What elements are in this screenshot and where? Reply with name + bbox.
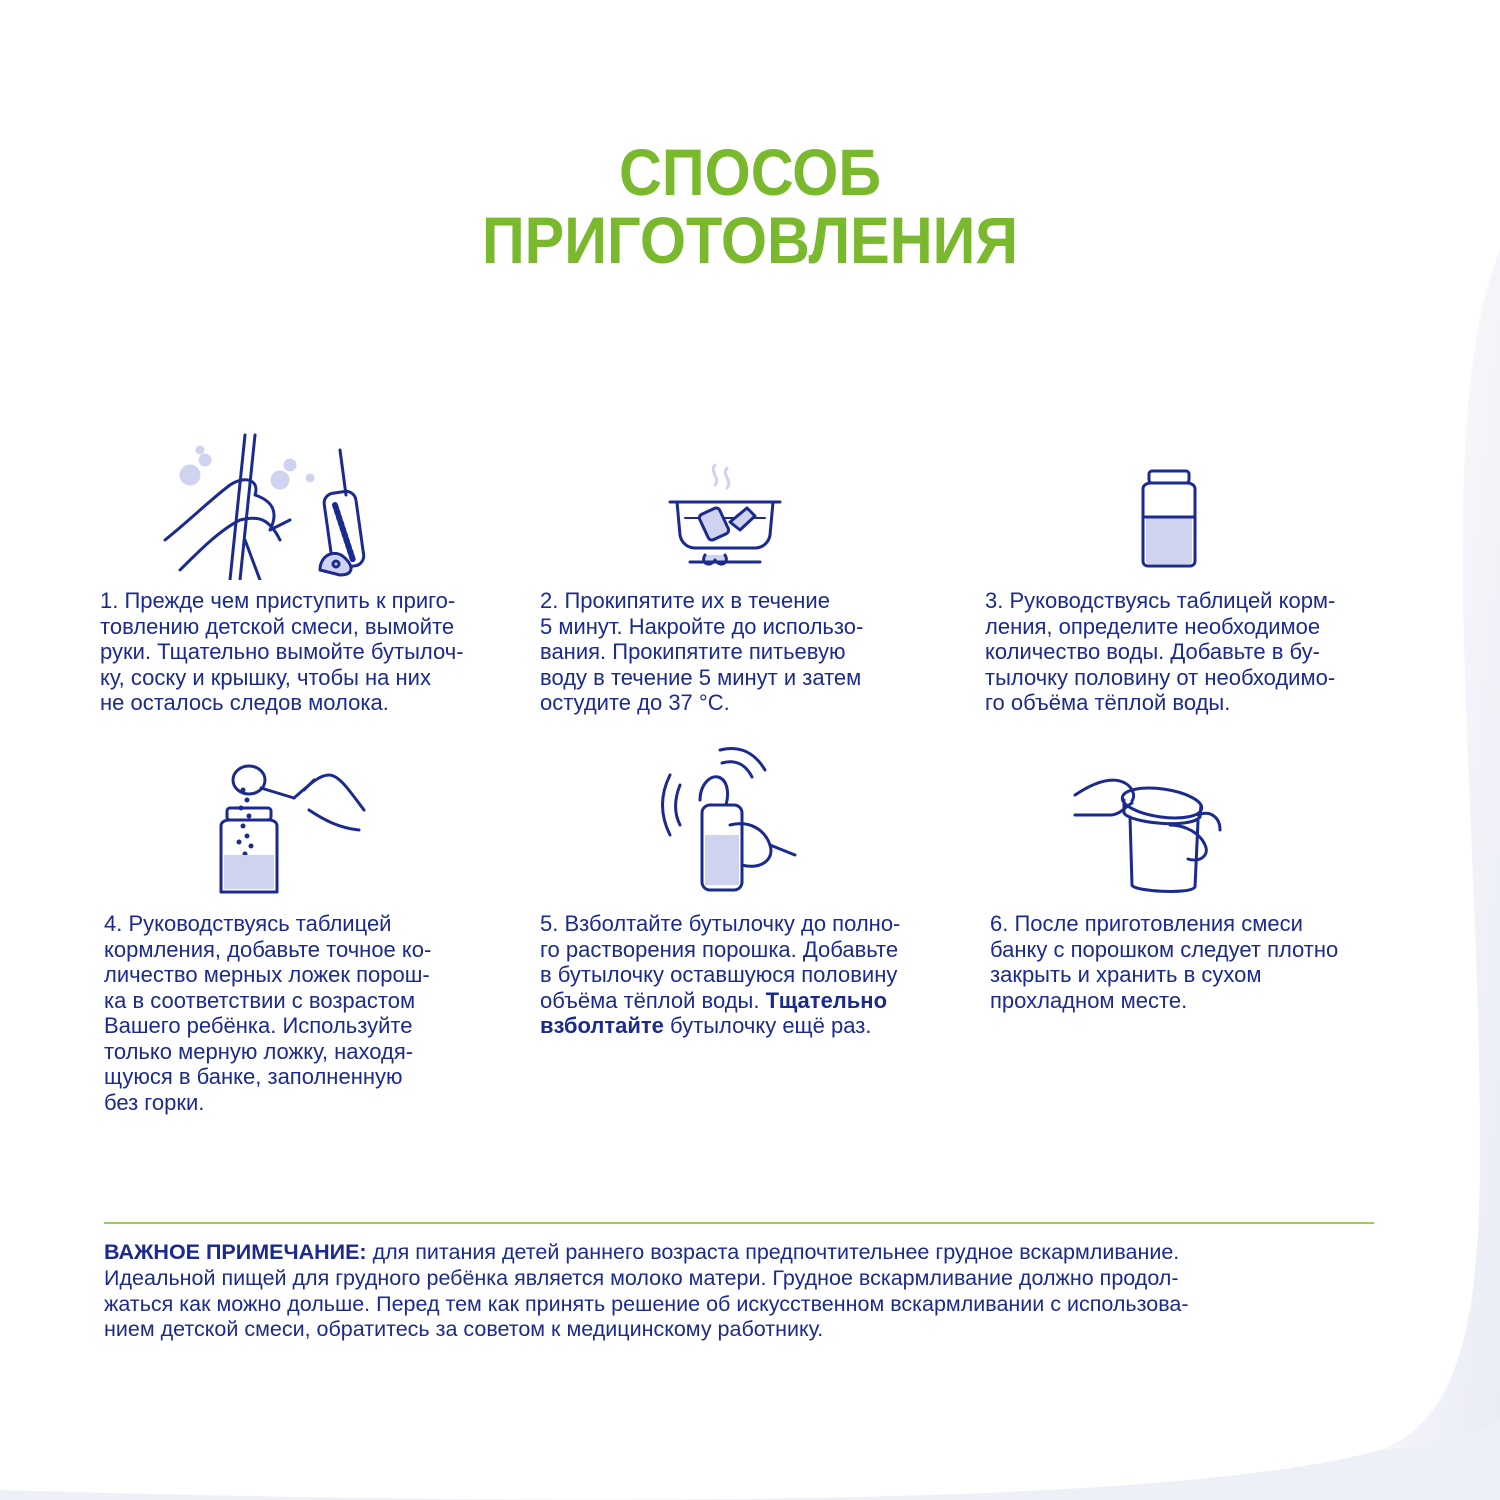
- divider-line: [104, 1222, 1374, 1224]
- step-4-text: 4. Руководствуясь таблицей кормления, добавьте точное ко- личество мерных ложек порош- ка в соответствии с возрастом Вашего ребёнка. Используйте только мерную ложку, находя- щуюся в банке, заполненную без горки.: [104, 911, 432, 1115]
- step-6-text: 6. После приготовления смеси банку с порошком следует плотно закрыть и хранить в сухом прохладном месте.: [990, 911, 1339, 1013]
- shake-bottle-icon: [660, 745, 800, 895]
- title-line-2: ПРИГОТОВЛЕНИЯ: [481, 203, 1019, 277]
- washing-hands-bottle-brush-icon: [160, 430, 380, 580]
- bottle-water-icon: [1135, 465, 1205, 570]
- note-line-1: [104, 1240, 1394, 1266]
- note-line-1-text: для питания детей раннего возраста предпочтительнее грудное вскармливание.: [366, 1240, 1180, 1264]
- step-5-text-bold: Тщательно взболтайте: [540, 987, 888, 1038]
- title-line-1: СПОСОБ: [618, 135, 882, 209]
- step-5-text: [540, 911, 940, 1039]
- step-5-text-regular: 5. Взболтайте бутылочку до полно- го растворения порошка. Добавьте в бутылочку оставшуюся половину объёма тёплой воды.: [540, 911, 901, 1013]
- note-line-2: Идеальной пищей для грудного ребёнка является молоко матери. Грудное вскармливание должно продол-: [104, 1265, 1179, 1290]
- page-title: [75, 135, 1425, 277]
- close-can-lid-icon: [1070, 755, 1230, 895]
- step-1-text: 1. Прежде чем приступить к приго- товлению детской смеси, вымойте руки. Тщательно вымойте бутылоч- ку, соску и крышку, чтобы на них не осталось следов молока.: [100, 588, 464, 715]
- note-line-4: нием детской смеси, обратитесь за советом к медицинскому работнику.: [104, 1317, 824, 1342]
- step-3-text: 3. Руководствуясь таблицей корм- ления, определите необходимое количество воды. Добавьте в бу- тылочку половину от необходимо- го объёма тёплой воды.: [985, 588, 1336, 715]
- note-label: ВАЖНОЕ ПРИМЕЧАНИЕ:: [104, 1240, 367, 1264]
- step-5-text-end: бутылочку ещё раз.: [663, 1013, 872, 1038]
- boiling-pot-icon: [665, 460, 785, 570]
- step-2-text: 2. Прокипятите их в течение 5 минут. Накройте до использо- вания. Прокипятите питьевую воду в течение 5 минут и затем остудите до 37 °С.: [540, 588, 864, 715]
- note-line-3: жаться как можно дольше. Перед тем как принять решение об искусственном вскармливании с использова-: [104, 1291, 1189, 1316]
- measuring-spoon-powder-icon: [199, 750, 379, 900]
- important-note: [104, 1240, 1394, 1343]
